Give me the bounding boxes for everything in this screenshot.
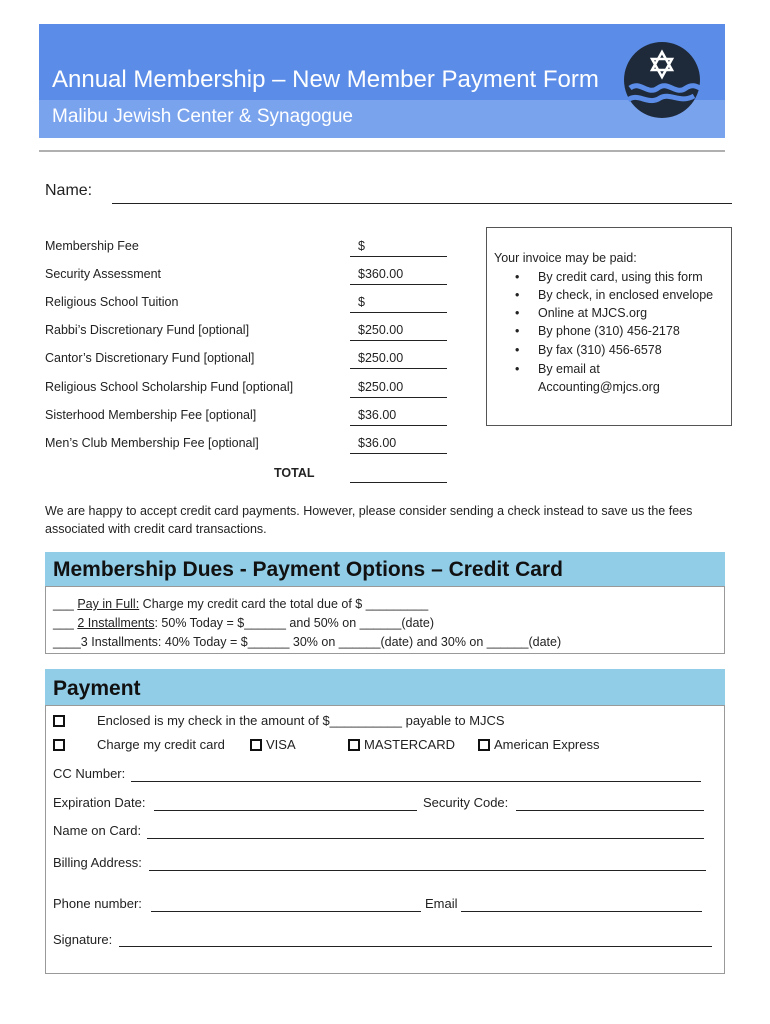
page-title: Annual Membership – New Member Payment Form [52, 66, 599, 93]
fee-label: Rabbi’s Discretionary Fund [optional] [45, 323, 250, 337]
expiration-field[interactable] [154, 810, 417, 811]
payment-section-header [45, 669, 725, 706]
name-label: Name: [45, 182, 93, 199]
visa-checkbox[interactable] [250, 737, 262, 755]
expiration-label: Expiration Date: [53, 795, 146, 810]
list-item: • By fax (310) 456-6578 [515, 343, 662, 357]
amex-label: American Express [494, 737, 600, 752]
fee-field[interactable] [350, 256, 447, 257]
fee-field[interactable] [350, 453, 447, 454]
fee-field[interactable] [350, 425, 447, 426]
billing-address-field[interactable] [149, 870, 706, 871]
name-on-card-label: Name on Card: [53, 823, 142, 838]
fee-label: Men’s Club Membership Fee [optional] [45, 436, 259, 450]
fee-field[interactable] [350, 340, 447, 341]
cc-number-label: CC Number: [53, 766, 126, 781]
signature-field[interactable] [119, 946, 712, 947]
total-label: TOTAL [274, 466, 315, 480]
fee-field[interactable] [350, 312, 447, 313]
signature-label: Signature: [53, 932, 113, 947]
payment-section-title: Payment [53, 677, 141, 700]
fee-label: Religious School Scholarship Fund [optional] [45, 380, 294, 394]
bullet-icon: • [515, 343, 520, 357]
email-label: Email [425, 896, 458, 911]
fee-value: $36.00 [358, 436, 397, 450]
phone-label: Phone number: [53, 896, 142, 911]
bullet-icon: • [515, 362, 520, 376]
credit-card-checkbox[interactable] [53, 737, 65, 755]
visa-label: VISA [266, 737, 296, 752]
fee-label: Sisterhood Membership Fee [optional] [45, 408, 257, 422]
star-of-david-waves-icon [622, 40, 702, 120]
list-item: • By check, in enclosed envelope [515, 288, 714, 302]
fee-label: Religious School Tuition [45, 295, 179, 309]
billing-address-label: Billing Address: [53, 855, 142, 870]
fee-value: $250.00 [358, 380, 404, 394]
credit-card-note: We are happy to accept credit card payments. However, please consider sending a check instead to save us the fees associated with credit card transactions. [45, 504, 693, 536]
fee-field[interactable] [350, 368, 447, 369]
list-item: • Online at MJCS.org [515, 306, 648, 320]
cc-number-field[interactable] [131, 781, 701, 782]
list-item: • By credit card, using this form [515, 270, 703, 284]
email-field[interactable] [461, 911, 702, 912]
list-item-continuation: Accounting@mjcs.org [538, 380, 660, 394]
fee-field[interactable] [350, 397, 447, 398]
option-three-installments[interactable]: ____3 Installments: 40% Today = $______ 30% on ______(date) and 30% on ______(date) [53, 635, 562, 649]
mastercard-label: MASTERCARD [364, 737, 456, 752]
fee-label: Security Assessment [45, 267, 162, 281]
fee-value: $36.00 [358, 408, 397, 422]
fee-label: Membership Fee [45, 239, 139, 253]
fee-value: $360.00 [358, 267, 404, 281]
fee-value: $250.00 [358, 351, 404, 365]
header-divider [39, 150, 725, 152]
bullet-icon: • [515, 306, 520, 320]
check-checkbox[interactable] [53, 713, 65, 731]
bullet-icon: • [515, 270, 520, 284]
security-code-label: Security Code: [423, 795, 509, 810]
fee-label: Cantor’s Discretionary Fund [optional] [45, 351, 255, 365]
mastercard-checkbox[interactable] [348, 737, 360, 755]
option-two-installments[interactable]: ___ 2 Installments: 50% Today = $______ and 50% on ______(date) [53, 616, 434, 630]
fee-value: $250.00 [358, 323, 404, 337]
dues-section-title: Membership Dues - Payment Options – Credit Card [53, 558, 563, 581]
name-on-card-field[interactable] [147, 838, 704, 839]
bullet-icon: • [515, 288, 520, 302]
list-item: • By email at [515, 362, 600, 376]
fee-value: $ [358, 239, 365, 253]
fee-field[interactable] [350, 284, 447, 285]
fee-value: $ [358, 295, 365, 309]
bullet-icon: • [515, 324, 520, 338]
option-pay-in-full[interactable]: ___ Pay in Full: Charge my credit card the total due of $ _________ [53, 597, 429, 611]
name-field[interactable] [112, 203, 732, 204]
check-option-label: Enclosed is my check in the amount of $__________ payable to MJCS [97, 713, 505, 728]
total-field[interactable] [350, 482, 447, 483]
credit-card-option-label: Charge my credit card [97, 737, 225, 752]
amex-checkbox[interactable] [478, 737, 490, 755]
list-item: • By phone (310) 456-2178 [515, 324, 680, 338]
phone-field[interactable] [151, 911, 421, 912]
security-code-field[interactable] [516, 810, 704, 811]
page-subtitle: Malibu Jewish Center & Synagogue [52, 106, 354, 127]
invoice-title: Your invoice may be paid: [494, 251, 637, 265]
